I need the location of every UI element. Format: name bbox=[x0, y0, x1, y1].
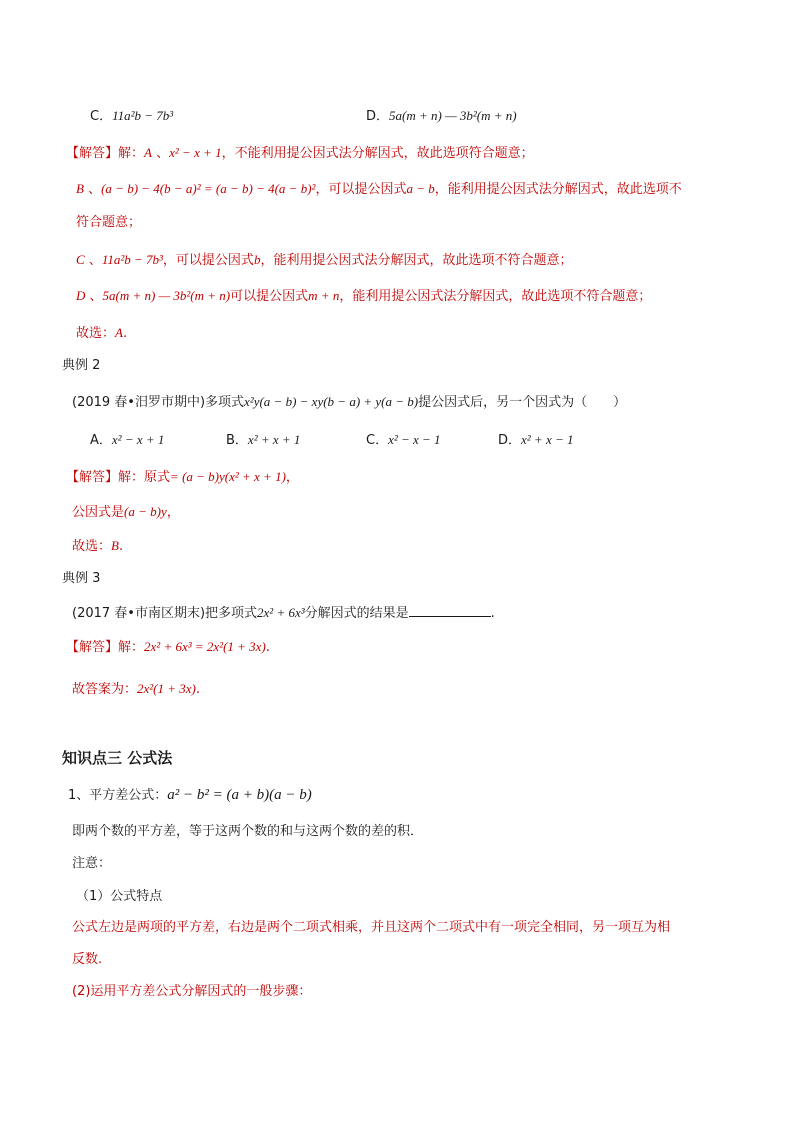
point2-title: (2)运用平方差公式分解因式的一般步骤： bbox=[72, 984, 312, 999]
section3-heading: 知识点三 公式法 bbox=[62, 749, 173, 767]
option-label: A． bbox=[90, 433, 112, 448]
answer1-d-sep: 、 bbox=[85, 289, 103, 304]
point1-text-line2: 反数. bbox=[72, 952, 103, 967]
example3-answer-end: . bbox=[195, 682, 201, 697]
answer1-d-text1: 可以提公因式 bbox=[230, 289, 309, 304]
example2-common-suffix: ， bbox=[166, 505, 180, 520]
answer-jie: 解： bbox=[118, 640, 145, 655]
option-expr: x² − x − 1 bbox=[388, 432, 441, 447]
answer1-line-d bbox=[76, 287, 651, 306]
example3-question-suffix: 分解因式的结果是 bbox=[304, 606, 409, 621]
option-d bbox=[366, 107, 517, 126]
option-c-label: C． bbox=[90, 109, 113, 124]
answer1-choose-suffix: . bbox=[122, 326, 128, 341]
option-label: C． bbox=[366, 433, 389, 448]
example2-solution-expr: = (a − b)y(x² + x + 1) bbox=[170, 469, 286, 484]
example3-answer bbox=[72, 680, 200, 699]
option-d-expr: 5a(m + n) — 3b²(m + n) bbox=[389, 108, 517, 123]
example3-answer-expr: 2x²(1 + 3x) bbox=[137, 681, 196, 696]
example2-question-suffix: 提公因式后，另一个因式为（ ） bbox=[418, 395, 627, 410]
example2-choose-suffix: . bbox=[118, 539, 124, 554]
answer1-a-sep: 、 bbox=[151, 146, 170, 161]
answer1-b-label: B bbox=[76, 181, 84, 196]
example3-solution-expr: 2x² + 6x³ = 2x²(1 + 3x) bbox=[144, 639, 266, 654]
example2-option-a bbox=[90, 431, 164, 450]
answer1-line-b bbox=[76, 180, 682, 199]
example2-choose bbox=[72, 537, 123, 556]
example2-solution-suffix: ， bbox=[285, 470, 299, 485]
answer1-b-text1: ，可以提公因式 bbox=[315, 182, 407, 197]
example2-common bbox=[72, 503, 180, 522]
example2-option-c bbox=[366, 431, 441, 450]
answer1-a-expr: x² − x + 1 bbox=[169, 145, 222, 160]
option-label: D． bbox=[498, 433, 522, 448]
answer-tag: 【解答】 bbox=[66, 470, 119, 485]
example2-choose-prefix: 故选： bbox=[72, 539, 112, 554]
example3-question-prefix: (2017 春•市南区期末)把多项式 bbox=[72, 606, 258, 621]
note-label: 注意： bbox=[72, 856, 112, 871]
example3-answer-prefix: 故答案为： bbox=[72, 682, 138, 697]
example2-option-b bbox=[226, 431, 300, 450]
answer1-d-label: D bbox=[76, 288, 86, 303]
answer1-c-sep: 、 bbox=[84, 253, 102, 268]
formula-label: 1、平方差公式： bbox=[68, 788, 168, 803]
answer1-a-text: ，不能利用提公因式法分解因式，故此选项符合题意； bbox=[221, 146, 534, 161]
answer1-choose-value: A bbox=[115, 325, 123, 340]
example2-common-expr: (a − b)y bbox=[124, 504, 167, 519]
option-c-expr: 11a²b − 7b³ bbox=[112, 108, 174, 123]
answer1-b-factor: a − b bbox=[406, 181, 435, 196]
answer1-line-c bbox=[76, 251, 572, 270]
answer1-d-text2: ，能利用提公因式法分解因式，故此选项不符合题意； bbox=[339, 289, 652, 304]
example2-question-expr: x²y(a − b) − xy(b − a) + y(a − b) bbox=[244, 394, 419, 409]
answer1-a-label: A bbox=[144, 145, 152, 160]
answer1-line-a bbox=[66, 144, 534, 163]
example2-question-prefix: (2019 春•汨罗市期中)多项式 bbox=[72, 395, 245, 410]
answer1-c-text2: ，能利用提公因式法分解因式，故此选项不符合题意； bbox=[260, 253, 573, 268]
option-c bbox=[90, 107, 173, 126]
answer1-d-factor: m + n bbox=[308, 288, 340, 303]
answer-blank bbox=[409, 604, 491, 617]
answer-tag: 【解答】 bbox=[66, 146, 119, 161]
example3-question bbox=[72, 604, 495, 623]
answer1-line-b-cont: 符合题意； bbox=[76, 215, 142, 230]
answer1-b-expr: (a − b) − 4(b − a)² = (a − b) − 4(a − b)² bbox=[101, 181, 316, 196]
example2-choose-value: B bbox=[111, 538, 119, 553]
formula-meaning: 即两个数的平方差，等于这两个数的和与这两个数的差的积． bbox=[72, 824, 424, 839]
answer1-c-label: C bbox=[76, 252, 85, 267]
example2-option-d bbox=[498, 431, 574, 450]
example3-question-end: . bbox=[490, 606, 495, 621]
answer1-c-expr: 11a²b − 7b³ bbox=[101, 252, 163, 267]
example2-common-prefix: 公因式是 bbox=[72, 505, 125, 520]
example3-question-expr: 2x² + 6x³ bbox=[257, 605, 305, 620]
example2-solution bbox=[66, 468, 299, 487]
example2-solution-prefix: 原式 bbox=[144, 470, 171, 485]
example2-title: 典例 2 bbox=[62, 358, 101, 373]
example3-solution bbox=[66, 638, 270, 657]
answer1-choose-prefix: 故选： bbox=[76, 326, 116, 341]
option-expr: x² − x + 1 bbox=[111, 432, 165, 447]
answer1-b-sep: 、 bbox=[83, 182, 102, 197]
option-expr: x² + x + 1 bbox=[247, 432, 301, 447]
point1-text-line1: 公式左边是两项的平方差，右边是两个二项式相乘，并且这两个二项式中有一项完全相同，另一项互为相 bbox=[72, 920, 671, 935]
answer1-d-expr: 5a(m + n) — 3b²(m + n) bbox=[102, 288, 231, 303]
answer1-choose bbox=[76, 324, 127, 343]
formula-expr: a² − b² = (a + b)(a − b) bbox=[167, 787, 312, 803]
point1-title: （1）公式特点 bbox=[76, 889, 163, 904]
answer1-c-text1: ，可以提公因式 bbox=[162, 253, 254, 268]
answer1-b-text2: ，能利用提公因式法分解因式，故此选项不 bbox=[434, 182, 682, 197]
example2-question bbox=[72, 393, 626, 412]
answer1-c-factor: b bbox=[253, 252, 261, 267]
option-d-label: D． bbox=[366, 109, 390, 124]
answer-jie: 解： bbox=[118, 470, 145, 485]
formula-line bbox=[68, 786, 312, 805]
option-label: B． bbox=[226, 433, 248, 448]
example3-title: 典例 3 bbox=[62, 571, 101, 586]
option-expr: x² + x − 1 bbox=[521, 432, 574, 447]
answer-jie: 解： bbox=[118, 146, 145, 161]
answer-tag: 【解答】 bbox=[66, 640, 119, 655]
example3-solution-end: . bbox=[265, 640, 270, 655]
